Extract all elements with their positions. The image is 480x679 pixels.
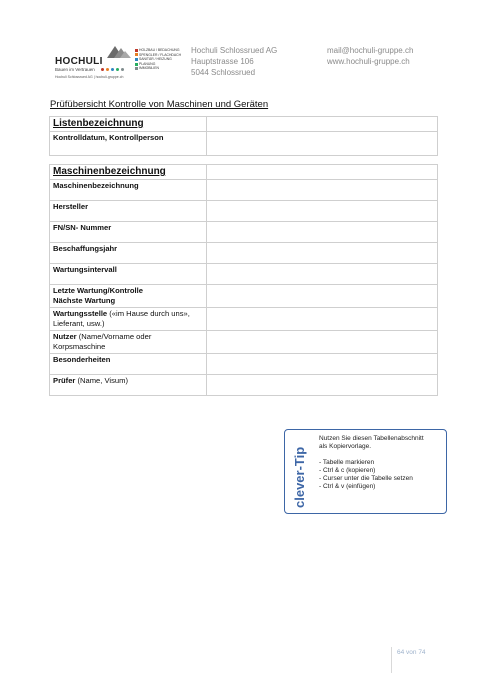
row-label [50, 375, 207, 396]
footer-divider [391, 647, 392, 673]
row-label [50, 285, 207, 308]
row-label: FN/SN- Nummer [50, 222, 207, 243]
logo-service: HOLZBAU / BEDACHUNG [135, 48, 181, 53]
row-label: Kontrolldatum, Kontrollperson [50, 132, 207, 156]
table-row [50, 264, 438, 285]
logo-dot [106, 68, 109, 71]
logo-dot [111, 68, 114, 71]
list-heading: Listenbezeichnung [50, 117, 207, 132]
tip-step: - Ctrl & c (kopieren) [319, 467, 376, 474]
logo-dot [116, 68, 119, 71]
contact-email[interactable]: mail@hochuli-gruppe.ch [327, 46, 414, 55]
row-label-line: Letzte Wartung/Kontrolle [53, 286, 143, 295]
table-row [50, 222, 438, 243]
company-street: Hauptstrasse 106 [191, 57, 254, 66]
value-cell[interactable] [207, 308, 438, 331]
company-contact [327, 45, 413, 67]
row-label-bold: Prüfer [53, 376, 76, 385]
value-cell[interactable] [207, 375, 438, 396]
clever-tip-brand: clever-Tip [292, 446, 307, 508]
value-cell[interactable] [207, 165, 438, 180]
logo-dot [121, 68, 124, 71]
row-label [50, 308, 207, 331]
logo-color-dots [101, 68, 124, 71]
row-label: Besonderheiten [50, 354, 207, 375]
row-label-note: («im Hause durch uns», Lieferant, usw.) [53, 309, 190, 328]
company-name: Hochuli Schlossrued AG [191, 46, 278, 55]
table-row [50, 331, 438, 354]
value-cell[interactable] [207, 243, 438, 264]
logo-service: SPENGLER / FLACHDACH [135, 53, 181, 58]
roof-logo-icon [107, 45, 131, 58]
machine-heading: Maschinenbezeichnung [50, 165, 207, 180]
company-logo [55, 45, 185, 81]
page-number: 64 von 74 [397, 649, 426, 656]
tip-intro-line: als Kopiervorlage. [319, 443, 372, 450]
clever-tip-text [319, 435, 424, 491]
table-row [50, 354, 438, 375]
value-cell[interactable] [207, 117, 438, 132]
logo-service: IMMOBILIEN [135, 66, 181, 71]
row-label [50, 331, 207, 354]
row-label-line: Nächste Wartung [53, 295, 116, 305]
logo-dot [101, 68, 104, 71]
value-cell[interactable] [207, 180, 438, 201]
value-cell[interactable] [207, 331, 438, 354]
row-label-bold: Nutzer [53, 332, 77, 341]
table-row [50, 308, 438, 331]
logo-tagline: Bauen im Vertrauen [55, 67, 95, 72]
table-row [50, 285, 438, 308]
clever-tip-logo [288, 434, 310, 510]
row-label: Hersteller [50, 201, 207, 222]
company-address [191, 45, 277, 78]
contact-web[interactable]: www.hochuli-gruppe.ch [327, 57, 410, 66]
row-label: Beschaffungsjahr [50, 243, 207, 264]
table-row [50, 132, 438, 156]
tip-step: - Tabelle markieren [319, 459, 375, 466]
value-cell[interactable] [207, 285, 438, 308]
value-cell[interactable] [207, 264, 438, 285]
tip-intro-line: Nutzen Sie diesen Tabellenabschnitt [319, 435, 424, 442]
table-row [50, 375, 438, 396]
logo-footer: Hochuli Schlossrued AG | hochuli-gruppe.ch [55, 75, 124, 79]
row-label: Wartungsintervall [50, 264, 207, 285]
tip-step: - Ctrl & v (einfügen) [319, 483, 376, 490]
table-row [50, 117, 438, 132]
value-cell[interactable] [207, 201, 438, 222]
value-cell[interactable] [207, 354, 438, 375]
clever-tip-box [284, 429, 447, 514]
logo-service: SANITÄR / HEIZUNG [135, 57, 181, 62]
row-label: Maschinenbezeichnung [50, 180, 207, 201]
machine-table [49, 164, 438, 396]
table-row [50, 180, 438, 201]
tip-step: - Curser unter die Tabelle setzen [319, 475, 413, 482]
page-title: Prüfübersicht Kontrolle von Maschinen und Geräten [50, 99, 269, 110]
table-row [50, 165, 438, 180]
table-row [50, 201, 438, 222]
table-row [50, 243, 438, 264]
company-city: 5044 Schlossrued [191, 68, 256, 77]
logo-name: HOCHULI [55, 56, 103, 67]
logo-service: PLANUNG [135, 62, 181, 67]
row-label-note: (Name/Vorname oder Korpsmaschine [53, 332, 152, 351]
logo-services [135, 48, 181, 71]
value-cell[interactable] [207, 222, 438, 243]
row-label-bold: Wartungsstelle [53, 309, 108, 318]
row-label-note: (Name, Visum) [75, 376, 128, 385]
list-table [49, 116, 438, 156]
value-cell[interactable] [207, 132, 438, 156]
